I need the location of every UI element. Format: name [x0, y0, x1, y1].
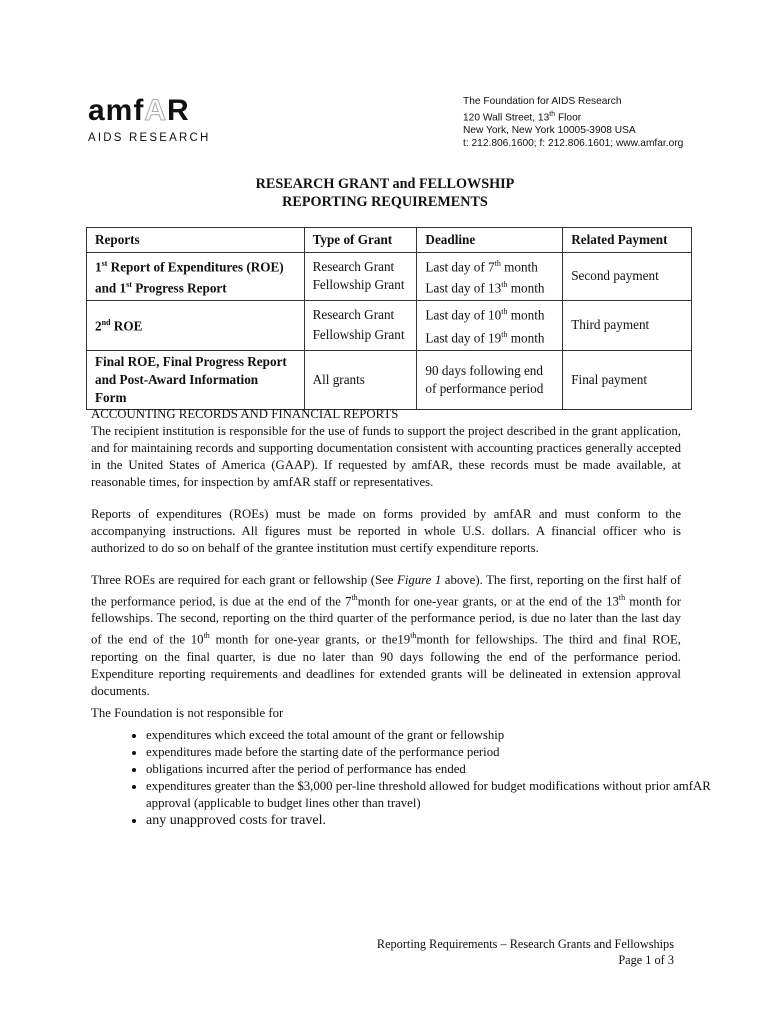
list-item: • expenditures which exceed the total amount of the grant or fellowship — [146, 727, 726, 744]
payment-cell: Third payment — [563, 300, 692, 350]
list-item: • expenditures greater than the $3,000 per-line threshold allowed for budget modifications without prior amfAR approval (applicable to budget lines other than travel) — [146, 778, 726, 812]
logo-subtitle: AIDS RESEARCH — [88, 132, 211, 144]
grant-type-cell: All grants — [304, 350, 417, 409]
logo-wordmark: amfAR — [88, 94, 190, 127]
org-city: New York, New York 10005-3908 USA — [463, 124, 636, 136]
section-heading: ACCOUNTING RECORDS AND FINANCIAL REPORTS — [91, 407, 399, 421]
report-cell: 1st Report of Expenditures (ROE) and 1st Progress Report — [87, 253, 305, 301]
report-cell: 2nd ROE — [87, 300, 305, 350]
list-item: • expenditures made before the starting date of the performance period — [146, 744, 726, 761]
deadline-cell: Last day of 7th month Last day of 13th month — [417, 253, 563, 301]
paragraph-not-responsible: The Foundation is not responsible for — [91, 706, 284, 720]
reporting-requirements-table — [86, 227, 692, 410]
report-cell: Final ROE, Final Progress Report and Post-Award Information Form — [87, 350, 305, 409]
table-row — [87, 350, 692, 409]
table-row — [87, 253, 692, 301]
header-type-of-grant: Type of Grant — [304, 228, 417, 253]
organization-address — [463, 96, 683, 150]
figure-reference: Figure 1 — [397, 573, 442, 587]
table-row — [87, 300, 692, 350]
footer-title: Reporting Requirements – Research Grants and Fellowships — [376, 937, 674, 951]
payment-cell: Final payment — [563, 350, 692, 409]
header-related-payment: Related Payment — [563, 228, 692, 253]
header-reports: Reports — [87, 228, 305, 253]
deadline-cell: Last day of 10th month Last day of 19th month — [417, 300, 563, 350]
grant-type-cell: Research Grant Fellowship Grant — [304, 300, 417, 350]
grant-type-cell: Research Grant Fellowship Grant — [304, 253, 417, 301]
page-footer — [377, 936, 674, 968]
list-item: • obligations incurred after the period of performance has ended — [146, 761, 726, 778]
org-street: 120 Wall Street, 13th Floor — [463, 110, 582, 124]
paragraph-roe-forms: Reports of expenditures (ROEs) must be made on forms provided by amfAR and must conform to the accompanying instructions. All figures must be reported in whole U.S. dollars. A financial officer who is authorized to do so on behalf of the grantee institution must certify expenditure reports. — [91, 507, 681, 555]
payment-cell: Second payment — [563, 253, 692, 301]
table-header-row — [87, 228, 692, 253]
paragraph: The recipient institution is responsible for the use of funds to support the project described in the grant application, and for maintaining records and supporting documentation consistent with accounting practices generally accepted in the United States of America (GAAP). If requested by amfAR, these records must be made available, at reasonable times, for inspection by amfAR staff or representatives. — [91, 424, 681, 489]
page-number: Page 1 of 3 — [618, 953, 674, 967]
amfar-logo — [88, 96, 211, 144]
org-contact: t: 212.806.1600; f: 212.806.1601; www.amfar.org — [463, 137, 684, 149]
org-name: The Foundation for AIDS Research — [463, 96, 622, 107]
accounting-section — [91, 406, 681, 491]
document-title: RESEARCH GRANT and FELLOWSHIP REPORTING REQUIREMENTS — [255, 176, 515, 210]
list-item: • any unapproved costs for travel. — [146, 812, 726, 830]
deadline-cell: 90 days following end of performance period — [417, 350, 563, 409]
not-responsible-list — [106, 727, 726, 830]
header-deadline: Deadline — [417, 228, 563, 253]
paragraph-roe-schedule: Three ROEs are required for each grant or fellowship (See Figure 1 above). The first, reporting on the first half of the performance period, is due at the end of the 7thmonth for one-year grants, or at the end of the 13th month for fellowships. The second, reporting on the third quarter of the performance period, is due no later than the last day of the end of the 10th month for one-year grants, or the19thmonth for fellowships. The third and final ROE, reporting on the final quarter, is due no later than 90 days following the end of the performance period. Expenditure reporting requirements and deadlines for extended grants will be delineated in extension approval documents. — [91, 573, 682, 698]
